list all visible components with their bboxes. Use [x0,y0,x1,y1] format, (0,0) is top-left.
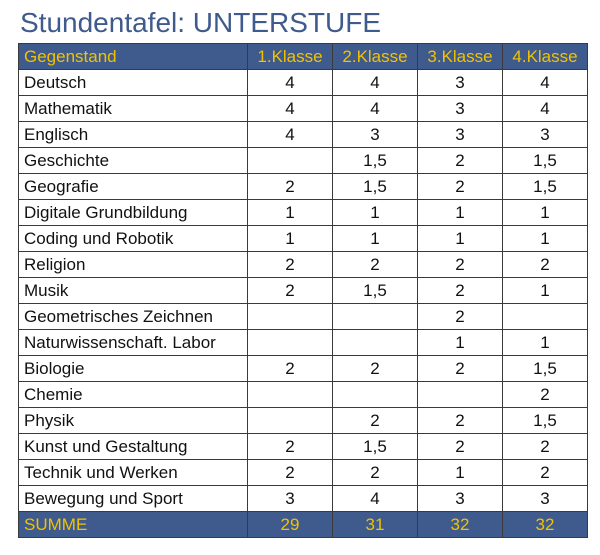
table-row [19,486,588,512]
total-row [19,512,588,538]
hours-cell [503,304,588,330]
hours-cell: 4 [248,96,333,122]
subject-cell: Geometrisches Zeichnen [19,304,248,330]
table-row [19,382,588,408]
subject-cell: Kunst und Gestaltung [19,434,248,460]
hours-cell: 1 [333,226,418,252]
table-row [19,122,588,148]
column-header-grade-4: 4.Klasse [503,44,588,70]
hours-cell: 2 [248,278,333,304]
hours-cell: 4 [248,122,333,148]
hours-cell: 1,5 [333,434,418,460]
hours-cell: 3 [418,96,503,122]
hours-cell: 2 [503,434,588,460]
subject-cell: Technik und Werken [19,460,248,486]
hours-cell: 1 [418,200,503,226]
table-row [19,408,588,434]
hours-cell: 4 [248,70,333,96]
hours-cell: 1,5 [503,174,588,200]
hours-cell: 2 [503,382,588,408]
hours-cell: 1 [503,226,588,252]
hours-cell: 2 [503,252,588,278]
hours-cell: 3 [503,486,588,512]
hours-cell: 2 [418,304,503,330]
hours-cell: 1 [503,200,588,226]
hours-cell: 3 [503,122,588,148]
hours-cell: 2 [333,252,418,278]
hours-cell: 2 [333,356,418,382]
hours-cell: 2 [248,174,333,200]
subject-cell: Naturwissenschaft. Labor [19,330,248,356]
hours-cell: 2 [418,252,503,278]
hours-cell: 1,5 [333,148,418,174]
total-cell: 32 [503,512,588,538]
hours-cell [248,148,333,174]
hours-cell [248,304,333,330]
hours-cell: 2 [418,174,503,200]
hours-cell: 3 [418,486,503,512]
table-row [19,200,588,226]
table-row [19,252,588,278]
hours-cell: 2 [418,148,503,174]
hours-cell: 4 [503,96,588,122]
hours-cell [248,408,333,434]
column-header-grade-2: 2.Klasse [333,44,418,70]
hours-cell: 2 [333,460,418,486]
hours-cell: 4 [333,96,418,122]
column-header-grade-1: 1.Klasse [248,44,333,70]
hours-cell: 1,5 [333,174,418,200]
hours-cell [333,304,418,330]
column-header-grade-3: 3.Klasse [418,44,503,70]
table-row [19,304,588,330]
hours-cell: 2 [418,434,503,460]
hours-cell: 1,5 [333,278,418,304]
subject-cell: Deutsch [19,70,248,96]
hours-cell: 1 [418,330,503,356]
hours-cell: 1 [248,200,333,226]
hours-cell: 1 [503,330,588,356]
hours-cell: 1 [418,226,503,252]
hours-cell: 1 [333,200,418,226]
hours-cell: 2 [248,434,333,460]
hours-cell: 2 [248,252,333,278]
hours-cell [418,382,503,408]
subject-cell: Englisch [19,122,248,148]
hours-cell: 2 [248,356,333,382]
hours-cell: 2 [333,408,418,434]
subject-cell: Coding und Robotik [19,226,248,252]
table-row [19,148,588,174]
hours-cell: 4 [333,70,418,96]
hours-cell: 4 [503,70,588,96]
total-cell: 32 [418,512,503,538]
subject-cell: Religion [19,252,248,278]
hours-cell: 2 [418,278,503,304]
table-row [19,96,588,122]
hours-cell: 4 [333,486,418,512]
subject-cell: Geografie [19,174,248,200]
table-row [19,226,588,252]
header-row [19,44,588,70]
hours-cell: 1 [248,226,333,252]
hours-cell [248,330,333,356]
hours-cell: 2 [418,408,503,434]
hours-cell [333,330,418,356]
subject-cell: Geschichte [19,148,248,174]
hours-cell: 3 [418,122,503,148]
hours-cell: 1,5 [503,148,588,174]
hours-cell: 1,5 [503,356,588,382]
hours-cell: 2 [418,356,503,382]
hours-cell [248,382,333,408]
hours-cell: 2 [503,460,588,486]
subject-cell: Biologie [19,356,248,382]
hours-cell: 1 [503,278,588,304]
hours-cell: 1 [418,460,503,486]
hours-cell: 1,5 [503,408,588,434]
total-label: SUMME [19,512,248,538]
subject-cell: Bewegung und Sport [19,486,248,512]
total-cell: 31 [333,512,418,538]
hours-cell: 2 [248,460,333,486]
subject-cell: Musik [19,278,248,304]
subject-cell: Digitale Grundbildung [19,200,248,226]
column-header-subject: Gegenstand [19,44,248,70]
hours-cell [333,382,418,408]
table-row [19,460,588,486]
table-row [19,356,588,382]
subject-cell: Chemie [19,382,248,408]
table-row [19,330,588,356]
table-body [19,70,588,512]
table-row [19,434,588,460]
total-cell: 29 [248,512,333,538]
hours-cell: 3 [418,70,503,96]
timetable [18,43,588,538]
subject-cell: Mathematik [19,96,248,122]
subject-cell: Physik [19,408,248,434]
hours-cell: 3 [333,122,418,148]
table-row [19,174,588,200]
page-title: Stundentafel: UNTERSTUFE [20,7,382,38]
table-row [19,70,588,96]
hours-cell: 3 [248,486,333,512]
table-row [19,278,588,304]
